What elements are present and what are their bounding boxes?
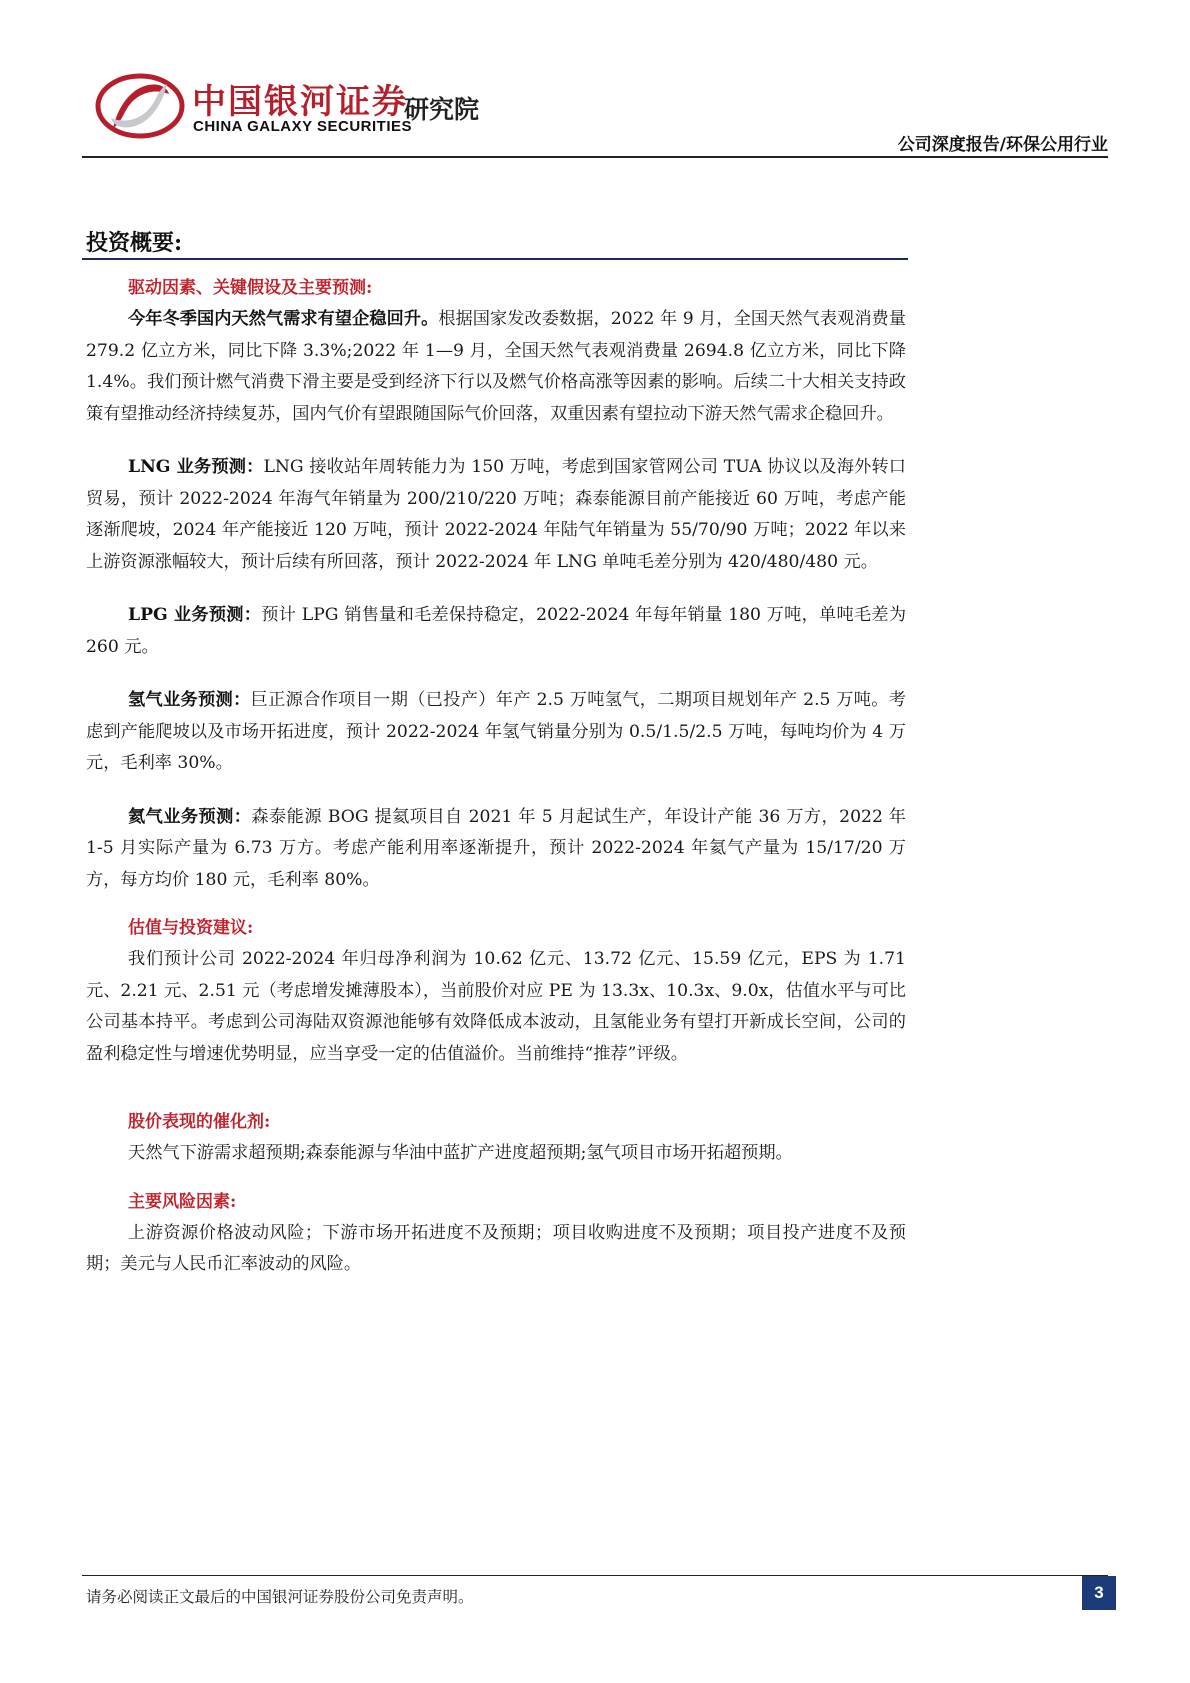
lng-forecast-lead: LNG 业务预测：: [128, 457, 264, 477]
footer-divider: [82, 1575, 1108, 1576]
gas-demand-text: 根据国家发改委数据，2022 年 9 月，全国天然气表观消费量 279.2 亿立方米，同比下降 3.3%;2022 年 1—9 月，全国天然气表观消费量 2694.8 亿立方米，同比下降 1.4%。我们预计燃气消费下滑主要是受到经济下行以及燃气价格高涨等因素的影响。后续二十大相关支持政策有望推动经济持续复苏，国内气价有望跟随国际气价回落，双重因素有望拉动下游天然气需求企稳回升。: [86, 309, 906, 424]
drivers-heading: 驱动因素、关键假设及主要预测:: [128, 278, 373, 298]
helium-forecast-paragraph: [86, 802, 906, 897]
valuation-heading: 估值与投资建议:: [128, 918, 254, 938]
helium-forecast-lead: 氦气业务预测：: [128, 806, 252, 827]
risks-paragraph: 上游资源价格波动风险；下游市场开拓进度不及预期；项目收购进度不及预期；项目投产进度不及预期；美元与人民币汇率波动的风险。: [86, 1222, 906, 1274]
brand-name-cn: 中国银河证券: [192, 82, 408, 122]
catalysts-heading: 股价表现的催化剂:: [128, 1112, 271, 1132]
lpg-forecast-lead: LPG 业务预测：: [128, 605, 262, 625]
hydrogen-forecast-lead: 氢气业务预测：: [128, 690, 251, 710]
valuation-paragraph: 我们预计公司 2022-2024 年归母净利润为 10.62 亿元、13.72 亿元、15.59 亿元，EPS 为 1.71 元、2.21 元、2.51 元（考虑增发摊薄股本），当前股价对应 PE 为 13.3x、10.3x、9.0x，估值水平与可比公司基本持平。考虑到公司海陆双资源池能够有效降低成本波动，且氢能业务有望打开新成长空间，公司的盈利稳定性与增速优势明显，应当享受一定的估值溢价。当前维持“推荐”评级。: [86, 949, 906, 1064]
helium-forecast-text: 森泰能源 BOG 提氦项目自 2021 年 5 月起试生产，年设计产能 36 万方，2022 年 1-5 月实际产量为 6.73 万方。考虑产能利用率逐渐提升，预计 2022-2024 年氦气产量为 15/17/20 万方，每方均价 180 元，毛利率 80%。: [86, 806, 906, 890]
lng-forecast-paragraph: [86, 452, 906, 578]
page-number: 3: [1082, 1576, 1116, 1610]
gas-demand-paragraph: [86, 304, 906, 430]
report-category-tag: 公司深度报告/环保公用行业: [897, 135, 1108, 155]
gas-demand-lead: 今年冬季国内天然气需求有望企稳回升。: [128, 309, 439, 329]
disclaimer-notice: 请务必阅读正文最后的中国银河证券股份公司免责声明。: [86, 1588, 474, 1606]
catalysts-paragraph: 天然气下游需求超预期;森泰能源与华油中蓝扩产进度超预期;氢气项目市场开拓超预期。: [128, 1143, 793, 1163]
risks-heading: 主要风险因素:: [128, 1191, 237, 1212]
report-body: [86, 272, 906, 1281]
galaxy-swirl-logo-icon: [95, 68, 185, 144]
section-divider: [82, 258, 908, 260]
brand-name-en: CHINA GALAXY SECURITIES: [193, 118, 413, 135]
hydrogen-forecast-paragraph: [86, 685, 906, 780]
lng-forecast-text: LNG 接收站年周转能力为 150 万吨，考虑到国家管网公司 TUA 协议以及海外转口贸易，预计 2022-2024 年海气年销量为 200/210/220 万吨；森泰能源目前产能接近 60 万吨，考虑产能逐渐爬坡，2024 年产能接近 120 万吨，预计 2022-2024 年陆气年销量为 55/70/90 万吨；2022 年以来上游资源涨幅较大，预计后续有所回落，预计 2022-2024 年 LNG 单吨毛差分别为 420/480/480 元。: [86, 457, 906, 572]
section-title: 投资概要:: [86, 230, 183, 256]
hydrogen-forecast-text: 巨正源合作项目一期（已投产）年产 2.5 万吨氢气，二期项目规划年产 2.5 万吨。考虑到产能爬坡以及市场开拓进度，预计 2022-2024 年氢气销量分别为 0.5/1.5/2.5 万吨，每吨均价为 4 万元，毛利率 30%。: [86, 690, 906, 773]
institute-label: 研究院: [404, 95, 480, 124]
header-divider: [82, 156, 1108, 158]
lpg-forecast-text: 预计 LPG 销售量和毛差保持稳定，2022-2024 年每年销量 180 万吨，单吨毛差为 260 元。: [86, 605, 907, 657]
lpg-forecast-paragraph: [86, 600, 906, 663]
